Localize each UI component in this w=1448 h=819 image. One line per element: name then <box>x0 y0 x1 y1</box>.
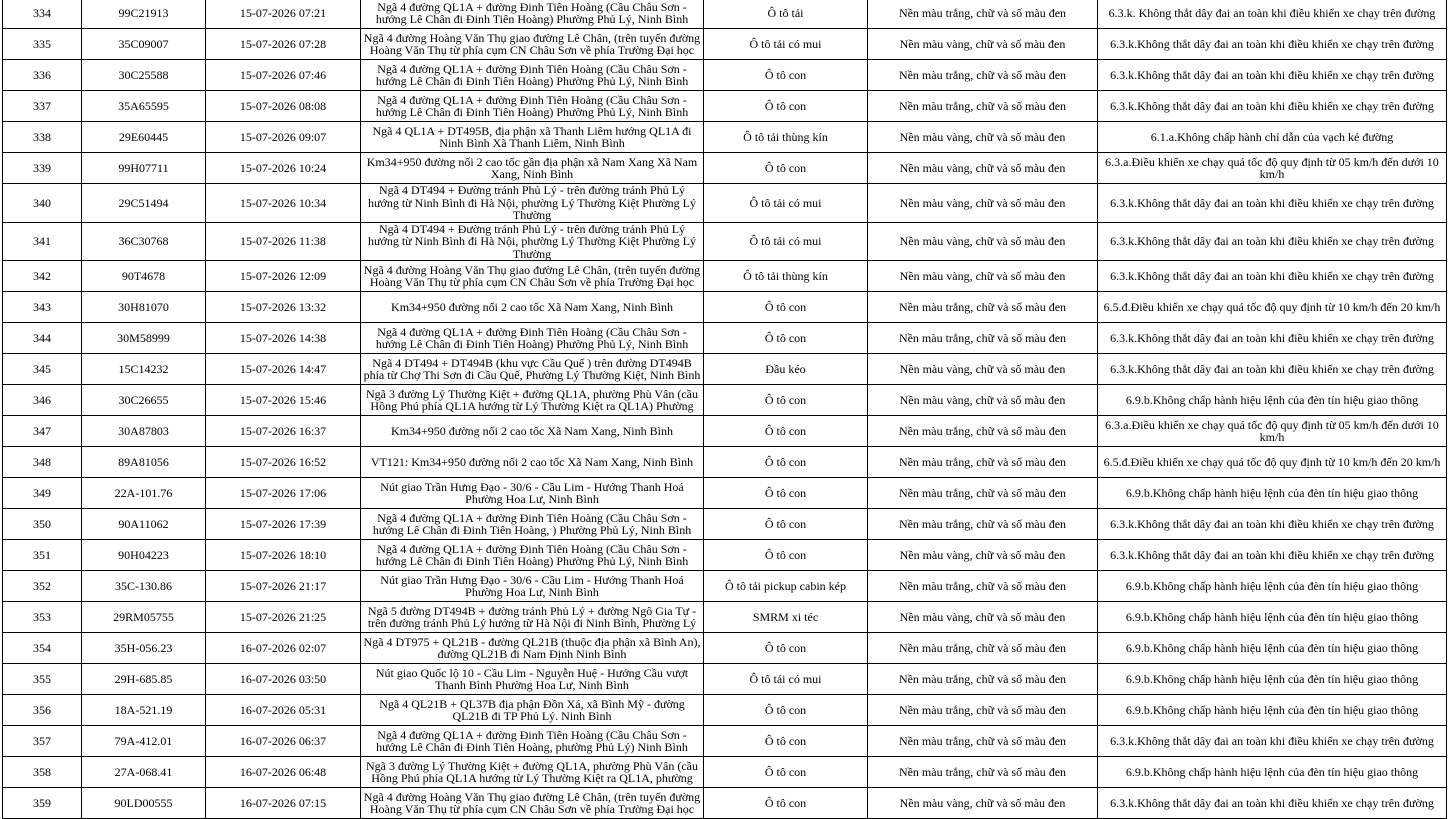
violation-location-cell: Ngã 4 đường QL1A + đường Đinh Tiên Hoàng (Cầu Châu Sơn - hướng Lê Chân đi Đinh Tiên Hoàng, ) Phường Phủ Lý, Ninh Bình <box>361 509 704 540</box>
plate-color-cell: Nền màu trắng, chữ và số màu đen <box>868 571 1098 602</box>
plate-color-cell: Nền màu trắng, chữ và số màu đen <box>868 323 1098 354</box>
violation-description-cell: 6.3.k.Không thắt dây đai an toàn khi điều khiển xe chạy trên đường <box>1098 726 1447 757</box>
row-number-cell: 343 <box>3 292 82 323</box>
violation-time-cell: 15-07-2026 10:24 <box>206 153 361 184</box>
vehicle-type-cell: Ô tô con <box>704 540 868 571</box>
row-number-cell: 354 <box>3 633 82 664</box>
violation-description-cell: 6.3.k.Không thắt dây đai an toàn khi điều khiển xe chạy trên đường <box>1098 323 1447 354</box>
row-number-cell: 355 <box>3 664 82 695</box>
license-plate-cell: 36C30768 <box>82 222 206 261</box>
violation-description-cell: 6.3.a.Điều khiển xe chạy quá tốc độ quy định từ 05 km/h đến dưới 10 km/h <box>1098 416 1447 447</box>
vehicle-type-cell: SMRM xi téc <box>704 602 868 633</box>
violation-description-cell: 6.9.b.Không chấp hành hiệu lệnh của đèn tín hiệu giao thông <box>1098 571 1447 602</box>
violation-time-cell: 15-07-2026 14:47 <box>206 354 361 385</box>
table-row <box>3 0 1447 29</box>
license-plate-cell: 35A65595 <box>82 91 206 122</box>
row-number-cell: 336 <box>3 60 82 91</box>
plate-color-cell: Nền màu vàng, chữ và số màu đen <box>868 354 1098 385</box>
plate-color-cell: Nền màu trắng, chữ và số màu đen <box>868 416 1098 447</box>
violation-location-cell: Ngã 4 DT494 + DT494B (khu vực Cầu Quế ) trên đường DT494B phía từ Chợ Thi Sơn đi Cầu Quế, Phường Lý Thường Kiệt, Ninh Bình <box>361 354 704 385</box>
violation-location-cell: Ngã 4 đường QL1A + đường Đinh Tiên Hoàng (Cầu Châu Sơn - hướng Lê Chân đi Đinh Tiên Hoàng) Phường Phủ Lý, Ninh Bình <box>361 0 704 29</box>
license-plate-cell: 99H07711 <box>82 153 206 184</box>
violation-time-cell: 15-07-2026 07:46 <box>206 60 361 91</box>
plate-color-cell: Nền màu trắng, chữ và số màu đen <box>868 60 1098 91</box>
table-row <box>3 726 1447 757</box>
violation-location-cell: Ngã 3 đường Lý Thường Kiệt + đường QL1A, phường Phù Vân (cầu Hồng Phú phía QL1A hướng từ Lý Thường Kiệt ra QL1A) Phường <box>361 385 704 416</box>
table-row <box>3 540 1447 571</box>
row-number-cell: 349 <box>3 478 82 509</box>
plate-color-cell: Nền màu vàng, chữ và số màu đen <box>868 153 1098 184</box>
table-row <box>3 757 1447 788</box>
violation-time-cell: 15-07-2026 16:52 <box>206 447 361 478</box>
plate-color-cell: Nền màu trắng, chữ và số màu đen <box>868 509 1098 540</box>
violation-description-cell: 6.1.a.Không chấp hành chỉ dẫn của vạch kẻ đường <box>1098 122 1447 153</box>
vehicle-type-cell: Ô tô tải có mui <box>704 664 868 695</box>
vehicle-type-cell: Ô tô con <box>704 323 868 354</box>
violation-time-cell: 15-07-2026 21:17 <box>206 571 361 602</box>
violation-description-cell: 6.9.b.Không chấp hành hiệu lệnh của đèn tín hiệu giao thông <box>1098 385 1447 416</box>
violation-location-cell: Km34+950 đường nối 2 cao tốc Xã Nam Xang, Ninh Bình <box>361 416 704 447</box>
violation-description-cell: 6.3.k. Không thắt dây đai an toàn khi điều khiển xe chạy trên đường <box>1098 0 1447 29</box>
violation-description-cell: 6.3.k.Không thắt dây đai an toàn khi điều khiển xe chạy trên đường <box>1098 354 1447 385</box>
violation-location-cell: Nút giao Quốc lộ 10 - Cầu Lim - Nguyễn Huệ - Hướng Cầu vượt Thanh Bình Phường Hoa Lư, Ninh Bình <box>361 664 704 695</box>
violation-time-cell: 15-07-2026 21:25 <box>206 602 361 633</box>
table-row <box>3 91 1447 122</box>
violation-time-cell: 15-07-2026 16:37 <box>206 416 361 447</box>
table-row <box>3 122 1447 153</box>
violation-description-cell: 6.3.k.Không thắt dây đai an toàn khi điều khiển xe chạy trên đường <box>1098 540 1447 571</box>
table-row <box>3 292 1447 323</box>
row-number-cell: 350 <box>3 509 82 540</box>
table-row <box>3 602 1447 633</box>
row-number-cell: 342 <box>3 261 82 292</box>
row-number-cell: 335 <box>3 29 82 60</box>
violation-time-cell: 16-07-2026 02:07 <box>206 633 361 664</box>
row-number-cell: 339 <box>3 153 82 184</box>
row-number-cell: 337 <box>3 91 82 122</box>
violations-table-body <box>3 0 1447 819</box>
row-number-cell: 334 <box>3 0 82 29</box>
vehicle-type-cell: Ô tô tải có mui <box>704 222 868 261</box>
row-number-cell: 356 <box>3 695 82 726</box>
license-plate-cell: 29E60445 <box>82 122 206 153</box>
plate-color-cell: Nền màu trắng, chữ và số màu đen <box>868 726 1098 757</box>
violation-description-cell: 6.9.b.Không chấp hành hiệu lệnh của đèn tín hiệu giao thông <box>1098 478 1447 509</box>
vehicle-type-cell: Ô tô tải có mui <box>704 184 868 223</box>
row-number-cell: 348 <box>3 447 82 478</box>
license-plate-cell: 30M58999 <box>82 323 206 354</box>
vehicle-type-cell: Ô tô con <box>704 633 868 664</box>
vehicle-type-cell: Ô tô con <box>704 416 868 447</box>
violation-time-cell: 16-07-2026 06:48 <box>206 757 361 788</box>
violation-description-cell: 6.3.k.Không thắt dây đai an toàn khi điều khiển xe chạy trên đường <box>1098 788 1447 819</box>
violation-location-cell: Ngã 4 DT494 + Đường tránh Phủ Lý - trên đường tránh Phủ Lý hướng từ Ninh Bình đi Hà Nội, phường Lý Thường Kiệt Phường Lý Thường <box>361 222 704 261</box>
row-number-cell: 358 <box>3 757 82 788</box>
violation-description-cell: 6.9.b.Không chấp hành hiệu lệnh của đèn tín hiệu giao thông <box>1098 695 1447 726</box>
violation-description-cell: 6.9.b.Không chấp hành hiệu lệnh của đèn tín hiệu giao thông <box>1098 602 1447 633</box>
violation-time-cell: 15-07-2026 08:08 <box>206 91 361 122</box>
plate-color-cell: Nền màu trắng, chữ và số màu đen <box>868 447 1098 478</box>
violation-time-cell: 15-07-2026 12:09 <box>206 261 361 292</box>
violation-location-cell: Ngã 4 đường QL1A + đường Đinh Tiên Hoàng (Cầu Châu Sơn - hướng Lê Chân đi Đinh Tiên Hoàng) Phường Phủ Lý, Ninh Bình <box>361 60 704 91</box>
violation-description-cell: 6.5.đ.Điều khiển xe chạy quá tốc độ quy định từ 10 km/h đến 20 km/h <box>1098 292 1447 323</box>
table-row <box>3 478 1447 509</box>
violation-location-cell: Ngã 4 đường Hoàng Văn Thụ giao đường Lê Chân, (trên tuyến đường Hoàng Văn Thụ từ phía cụm CN Châu Sơn về phía Trường Đại học <box>361 788 704 819</box>
vehicle-type-cell: Ô tô con <box>704 60 868 91</box>
plate-color-cell: Nền màu trắng, chữ và số màu đen <box>868 664 1098 695</box>
table-row <box>3 60 1447 91</box>
license-plate-cell: 29H-685.85 <box>82 664 206 695</box>
table-row <box>3 664 1447 695</box>
vehicle-type-cell: Ô tô con <box>704 757 868 788</box>
table-row <box>3 447 1447 478</box>
row-number-cell: 346 <box>3 385 82 416</box>
violation-time-cell: 16-07-2026 03:50 <box>206 664 361 695</box>
plate-color-cell: Nền màu vàng, chữ và số màu đen <box>868 385 1098 416</box>
violation-time-cell: 15-07-2026 15:46 <box>206 385 361 416</box>
row-number-cell: 352 <box>3 571 82 602</box>
violation-location-cell: Ngã 4 đường QL1A + đường Đinh Tiên Hoàng (Cầu Châu Sơn - hướng Lê Chân đi Đinh Tiên Hoàng) Phường Phủ Lý, Ninh Bình <box>361 540 704 571</box>
row-number-cell: 359 <box>3 788 82 819</box>
table-row <box>3 261 1447 292</box>
violation-description-cell: 6.9.b.Không chấp hành hiệu lệnh của đèn tín hiệu giao thông <box>1098 633 1447 664</box>
table-row <box>3 788 1447 819</box>
violation-description-cell: 6.3.k.Không thắt dây đai an toàn khi điều khiển xe chạy trên đường <box>1098 91 1447 122</box>
table-row <box>3 29 1447 60</box>
row-number-cell: 344 <box>3 323 82 354</box>
violation-time-cell: 15-07-2026 18:10 <box>206 540 361 571</box>
plate-color-cell: Nền màu trắng, chữ và số màu đen <box>868 695 1098 726</box>
vehicle-type-cell: Ô tô con <box>704 153 868 184</box>
plate-color-cell: Nền màu vàng, chữ và số màu đen <box>868 122 1098 153</box>
plate-color-cell: Nền màu trắng, chữ và số màu đen <box>868 478 1098 509</box>
row-number-cell: 345 <box>3 354 82 385</box>
vehicle-type-cell: Ô tô tải thùng kín <box>704 122 868 153</box>
violation-location-cell: Ngã 3 đường Lý Thường Kiệt + đường QL1A, phường Phù Vân (cầu Hồng Phú phía QL1A hướng từ Lý Thường Kiệt ra QL1A, phường <box>361 757 704 788</box>
license-plate-cell: 90LD00555 <box>82 788 206 819</box>
license-plate-cell: 27A-068.41 <box>82 757 206 788</box>
vehicle-type-cell: Ô tô con <box>704 385 868 416</box>
violation-description-cell: 6.3.a.Điều khiển xe chạy quá tốc độ quy định từ 05 km/h đến dưới 10 km/h <box>1098 153 1447 184</box>
violation-location-cell: VT121: Km34+950 đường nối 2 cao tốc Xã Nam Xang, Ninh Bình <box>361 447 704 478</box>
violation-description-cell: 6.3.k.Không thắt dây đai an toàn khi điều khiển xe chạy trên đường <box>1098 261 1447 292</box>
violation-description-cell: 6.3.k.Không thắt dây đai an toàn khi điều khiển xe chạy trên đường <box>1098 222 1447 261</box>
license-plate-cell: 30C26655 <box>82 385 206 416</box>
violation-description-cell: 6.3.k.Không thắt dây đai an toàn khi điều khiển xe chạy trên đường <box>1098 29 1447 60</box>
violation-time-cell: 15-07-2026 10:34 <box>206 184 361 223</box>
violation-time-cell: 16-07-2026 07:15 <box>206 788 361 819</box>
license-plate-cell: 35C-130.86 <box>82 571 206 602</box>
violation-time-cell: 15-07-2026 17:06 <box>206 478 361 509</box>
violation-location-cell: Nút giao Trần Hưng Đạo - 30/6 - Cầu Lim - Hướng Thanh Hoá Phường Hoa Lư, Ninh Bình <box>361 571 704 602</box>
vehicle-type-cell: Ô tô tải <box>704 0 868 29</box>
vehicle-type-cell: Ô tô con <box>704 726 868 757</box>
plate-color-cell: Nền màu vàng, chữ và số màu đen <box>868 29 1098 60</box>
row-number-cell: 353 <box>3 602 82 633</box>
table-row <box>3 323 1447 354</box>
license-plate-cell: 89A81056 <box>82 447 206 478</box>
vehicle-type-cell: Ô tô con <box>704 695 868 726</box>
violation-location-cell: Ngã 4 DT975 + QL21B - đường QL21B (thuộc địa phận xã Bình An), đường QL21B đi Nam Định Ninh Bình <box>361 633 704 664</box>
violation-description-cell: 6.9.b.Không chấp hành hiệu lệnh của đèn tín hiệu giao thông <box>1098 757 1447 788</box>
vehicle-type-cell: Ô tô tải thùng kín <box>704 261 868 292</box>
plate-color-cell: Nền màu trắng, chữ và số màu đen <box>868 292 1098 323</box>
license-plate-cell: 30A87803 <box>82 416 206 447</box>
license-plate-cell: 29C51494 <box>82 184 206 223</box>
violation-location-cell: Nút giao Trần Hưng Đạo - 30/6 - Cầu Lim - Hướng Thanh Hoá Phường Hoa Lư, Ninh Bình <box>361 478 704 509</box>
vehicle-type-cell: Đầu kéo <box>704 354 868 385</box>
plate-color-cell: Nền màu trắng, chữ và số màu đen <box>868 0 1098 29</box>
row-number-cell: 338 <box>3 122 82 153</box>
row-number-cell: 351 <box>3 540 82 571</box>
vehicle-type-cell: Ô tô tải có mui <box>704 29 868 60</box>
violation-time-cell: 16-07-2026 06:37 <box>206 726 361 757</box>
plate-color-cell: Nền màu trắng, chữ và số màu đen <box>868 633 1098 664</box>
vehicle-type-cell: Ô tô tải pickup cabin kép <box>704 571 868 602</box>
vehicle-type-cell: Ô tô con <box>704 788 868 819</box>
license-plate-cell: 22A-101.76 <box>82 478 206 509</box>
table-row <box>3 153 1447 184</box>
violation-description-cell: 6.3.k.Không thắt dây đai an toàn khi điều khiển xe chạy trên đường <box>1098 60 1447 91</box>
plate-color-cell: Nền màu vàng, chữ và số màu đen <box>868 184 1098 223</box>
license-plate-cell: 35H-056.23 <box>82 633 206 664</box>
violation-time-cell: 15-07-2026 09:07 <box>206 122 361 153</box>
plate-color-cell: Nền màu vàng, chữ và số màu đen <box>868 602 1098 633</box>
violation-location-cell: Ngã 4 đường QL1A + đường Đinh Tiên Hoàng (Cầu Châu Sơn - hướng Lê Chân đi Đinh Tiên Hoàng) Phường Phủ Lý, Ninh Bình <box>361 323 704 354</box>
violation-description-cell: 6.9.b.Không chấp hành hiệu lệnh của đèn tín hiệu giao thông <box>1098 664 1447 695</box>
violation-time-cell: 15-07-2026 13:32 <box>206 292 361 323</box>
license-plate-cell: 15C14232 <box>82 354 206 385</box>
vehicle-type-cell: Ô tô con <box>704 292 868 323</box>
table-row <box>3 509 1447 540</box>
table-row <box>3 222 1447 261</box>
plate-color-cell: Nền màu vàng, chữ và số màu đen <box>868 261 1098 292</box>
license-plate-cell: 29RM05755 <box>82 602 206 633</box>
license-plate-cell: 99C21913 <box>82 0 206 29</box>
table-row <box>3 695 1447 726</box>
violation-location-cell: Ngã 4 đường Hoàng Văn Thụ giao đường Lê Chân, (trên tuyến đường Hoàng Văn Thụ từ phía cụm CN Châu Sơn về phía Trường Đại học <box>361 29 704 60</box>
table-row <box>3 571 1447 602</box>
license-plate-cell: 90H04223 <box>82 540 206 571</box>
plate-color-cell: Nền màu trắng, chữ và số màu đen <box>868 757 1098 788</box>
table-row <box>3 416 1447 447</box>
table-row <box>3 633 1447 664</box>
violation-description-cell: 6.3.k.Không thắt dây đai an toàn khi điều khiển xe chạy trên đường <box>1098 509 1447 540</box>
row-number-cell: 340 <box>3 184 82 223</box>
violation-location-cell: Ngã 4 đường QL1A + đường Đinh Tiên Hoàng (Cầu Châu Sơn - hướng Lê Chân đi Đinh Tiên Hoàng) Phường Phủ Lý, Ninh Bình <box>361 91 704 122</box>
license-plate-cell: 30H81070 <box>82 292 206 323</box>
vehicle-type-cell: Ô tô con <box>704 91 868 122</box>
violation-location-cell: Ngã 4 QL21B + QL37B địa phận Đồn Xá, xã Bình Mỹ - đường QL21B đi TP Phủ Lý. Ninh Bình <box>361 695 704 726</box>
vehicle-type-cell: Ô tô con <box>704 447 868 478</box>
violation-location-cell: Ngã 4 đường Hoàng Văn Thụ giao đường Lê Chân, (trên tuyến đường Hoàng Văn Thụ từ phía cụm CN Châu Sơn về phía Trường Đại học <box>361 261 704 292</box>
license-plate-cell: 30C25588 <box>82 60 206 91</box>
violation-location-cell: Ngã 4 đường QL1A + đường Đinh Tiên Hoàng (Cầu Châu Sơn - hướng Lê Chân đi Đinh Tiên Hoàng, phường Phủ Lý) Ninh Bình <box>361 726 704 757</box>
license-plate-cell: 79A-412.01 <box>82 726 206 757</box>
license-plate-cell: 35C09007 <box>82 29 206 60</box>
license-plate-cell: 90A11062 <box>82 509 206 540</box>
violation-location-cell: Km34+950 đường nối 2 cao tốc Xã Nam Xang, Ninh Bình <box>361 292 704 323</box>
violation-location-cell: Ngã 4 QL1A + DT495B, địa phận xã Thanh Liêm hướng QL1A đi Ninh Bình Xã Thanh Liêm, Ninh Bình <box>361 122 704 153</box>
plate-color-cell: Nền màu trắng, chữ và số màu đen <box>868 91 1098 122</box>
row-number-cell: 357 <box>3 726 82 757</box>
plate-color-cell: Nền màu vàng, chữ và số màu đen <box>868 222 1098 261</box>
table-row <box>3 354 1447 385</box>
violation-location-cell: Km34+950 đường nối 2 cao tốc gần địa phận xã Nam Xang Xã Nam Xang, Ninh Bình <box>361 153 704 184</box>
table-row <box>3 184 1447 223</box>
violation-description-cell: 6.3.k.Không thắt dây đai an toàn khi điều khiển xe chạy trên đường <box>1098 184 1447 223</box>
violation-location-cell: Ngã 4 DT494 + Đường tránh Phủ Lý - trên đường tránh Phủ Lý hướng từ Ninh Bình đi Hà Nội, phường Lý Thường Kiệt Phường Lý Thường <box>361 184 704 223</box>
row-number-cell: 347 <box>3 416 82 447</box>
vehicle-type-cell: Ô tô con <box>704 509 868 540</box>
violation-time-cell: 15-07-2026 07:28 <box>206 29 361 60</box>
plate-color-cell: Nền màu vàng, chữ và số màu đen <box>868 788 1098 819</box>
violation-description-cell: 6.5.đ.Điều khiển xe chạy quá tốc độ quy định từ 10 km/h đến 20 km/h <box>1098 447 1447 478</box>
license-plate-cell: 90T4678 <box>82 261 206 292</box>
violations-table <box>2 0 1447 819</box>
table-row <box>3 385 1447 416</box>
violation-time-cell: 15-07-2026 11:38 <box>206 222 361 261</box>
vehicle-type-cell: Ô tô con <box>704 478 868 509</box>
row-number-cell: 341 <box>3 222 82 261</box>
license-plate-cell: 18A-521.19 <box>82 695 206 726</box>
plate-color-cell: Nền màu vàng, chữ và số màu đen <box>868 540 1098 571</box>
violation-time-cell: 15-07-2026 07:21 <box>206 0 361 29</box>
violation-location-cell: Ngã 5 đường DT494B + đường tránh Phủ Lý + đường Ngô Gia Tự - trên đường tránh Phủ Lý hướng từ Hà Nội đi Ninh Bình, Phường Lý <box>361 602 704 633</box>
violation-time-cell: 15-07-2026 14:38 <box>206 323 361 354</box>
violation-time-cell: 16-07-2026 05:31 <box>206 695 361 726</box>
violation-time-cell: 15-07-2026 17:39 <box>206 509 361 540</box>
